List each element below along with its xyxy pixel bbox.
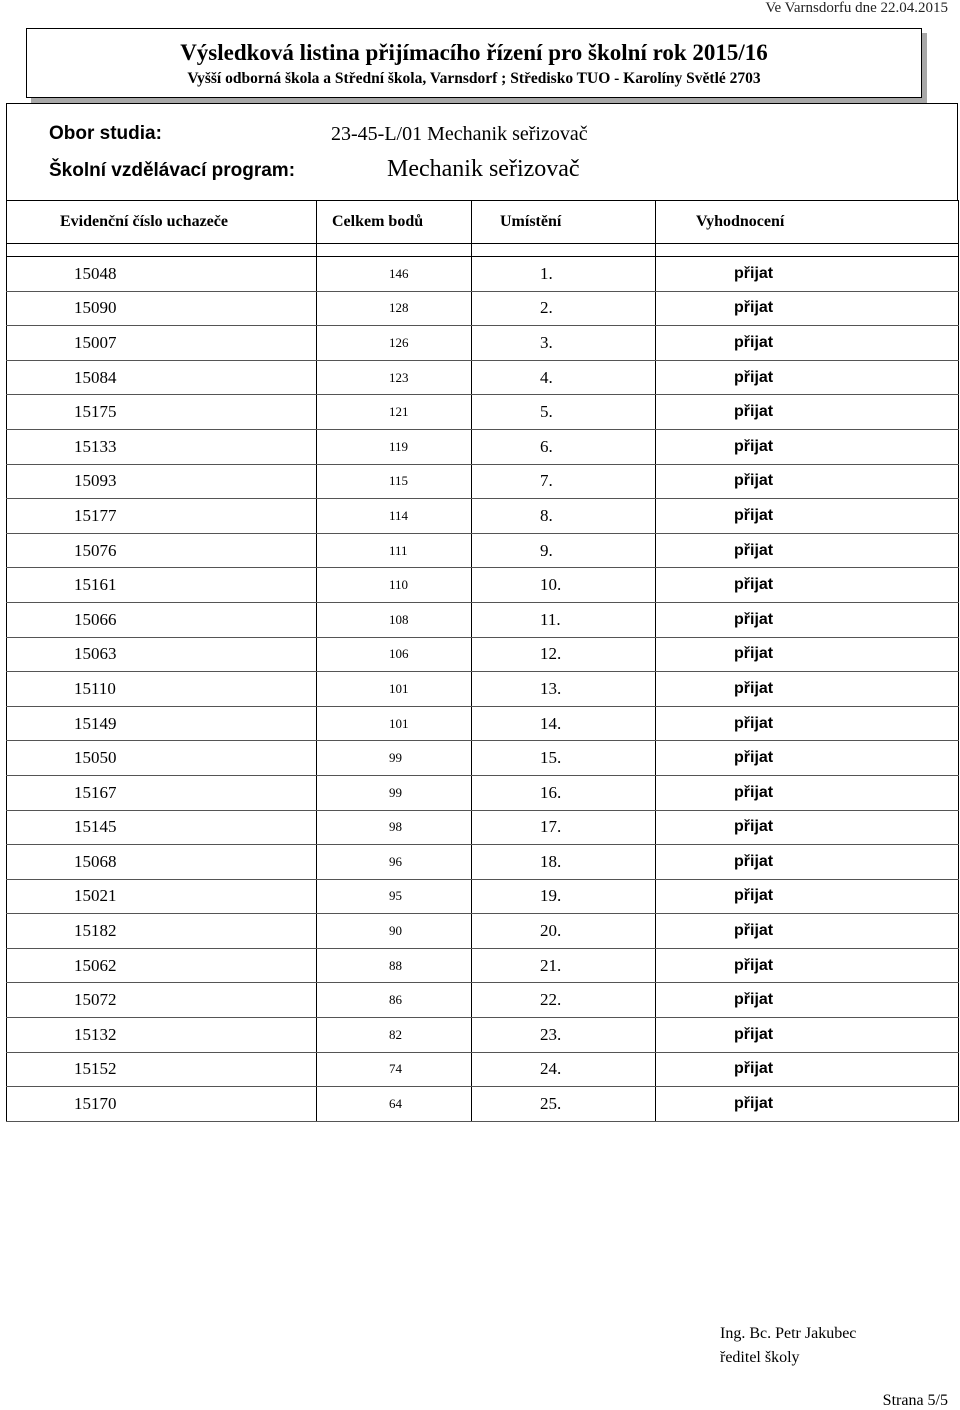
- cell-applicant-id: 15066: [7, 602, 317, 637]
- cell-evaluation: přijat: [656, 672, 959, 707]
- signature-role: ředitel školy: [720, 1349, 800, 1366]
- cell-applicant-id: 15072: [7, 983, 317, 1018]
- cell-total-points: 95: [317, 879, 472, 914]
- cell-rank: 6.: [472, 429, 656, 464]
- signature-name: Ing. Bc. Petr Jakubec: [720, 1325, 857, 1342]
- cell-applicant-id: 15167: [7, 775, 317, 810]
- cell-applicant-id: 15076: [7, 533, 317, 568]
- table-row: [7, 429, 959, 464]
- cell-total-points: 123: [317, 360, 472, 395]
- cell-evaluation: přijat: [656, 706, 959, 741]
- cell-total-points: 88: [317, 948, 472, 983]
- page-number: Strana 5/5: [882, 1392, 948, 1409]
- cell-total-points: 101: [317, 672, 472, 707]
- cell-total-points: 110: [317, 568, 472, 603]
- cell-rank: 11.: [472, 602, 656, 637]
- cell-rank: 15.: [472, 741, 656, 776]
- cell-total-points: 146: [317, 257, 472, 292]
- cell-total-points: 74: [317, 1052, 472, 1087]
- title-box: [26, 28, 922, 98]
- header-total-points: Celkem bodů: [317, 201, 472, 244]
- cell-rank: 12.: [472, 637, 656, 672]
- cell-evaluation: přijat: [656, 257, 959, 292]
- table-row: [7, 602, 959, 637]
- cell-rank: 2.: [472, 291, 656, 326]
- document-title: Výsledková listina přijímacího řízení pro školní rok 2015/16: [180, 40, 768, 65]
- school-program-value: Mechanik seřizovač: [387, 156, 580, 182]
- table-row: [7, 395, 959, 430]
- cell-total-points: 126: [317, 326, 472, 361]
- cell-total-points: 128: [317, 291, 472, 326]
- cell-rank: 24.: [472, 1052, 656, 1087]
- cell-evaluation: přijat: [656, 810, 959, 845]
- cell-rank: 19.: [472, 879, 656, 914]
- cell-applicant-id: 15145: [7, 810, 317, 845]
- header-rank: Umístění: [472, 201, 656, 244]
- table-row: [7, 983, 959, 1018]
- table-row: [7, 533, 959, 568]
- document-subtitle: Vyšší odborná škola a Střední škola, Varnsdorf ; Středisko TUO - Karolíny Světlé 2703: [187, 70, 761, 87]
- cell-evaluation: přijat: [656, 395, 959, 430]
- cell-rank: 9.: [472, 533, 656, 568]
- cell-evaluation: přijat: [656, 741, 959, 776]
- cell-applicant-id: 15152: [7, 1052, 317, 1087]
- cell-evaluation: přijat: [656, 1018, 959, 1053]
- cell-applicant-id: 15062: [7, 948, 317, 983]
- cell-evaluation: přijat: [656, 533, 959, 568]
- cell-rank: 10.: [472, 568, 656, 603]
- cell-rank: 1.: [472, 257, 656, 292]
- cell-applicant-id: 15063: [7, 637, 317, 672]
- spacer-cell: [472, 244, 656, 257]
- document-date: Ve Varnsdorfu dne 22.04.2015: [765, 0, 948, 16]
- table-row: [7, 360, 959, 395]
- cell-total-points: 82: [317, 1018, 472, 1053]
- cell-evaluation: přijat: [656, 602, 959, 637]
- cell-rank: 3.: [472, 326, 656, 361]
- results-table: [6, 200, 959, 1122]
- field-of-study-label: Obor studia:: [49, 123, 162, 144]
- table-row: [7, 499, 959, 534]
- cell-applicant-id: 15132: [7, 1018, 317, 1053]
- spacer-cell: [7, 244, 317, 257]
- table-row: [7, 810, 959, 845]
- table-row: [7, 879, 959, 914]
- cell-applicant-id: 15048: [7, 257, 317, 292]
- table-header-row: [7, 201, 959, 244]
- cell-evaluation: přijat: [656, 326, 959, 361]
- school-program-label: Školní vzdělávací program:: [49, 160, 296, 181]
- cell-rank: 21.: [472, 948, 656, 983]
- cell-total-points: 106: [317, 637, 472, 672]
- table-row: [7, 741, 959, 776]
- cell-evaluation: přijat: [656, 845, 959, 880]
- table-row: [7, 637, 959, 672]
- cell-total-points: 96: [317, 845, 472, 880]
- table-row: [7, 1052, 959, 1087]
- cell-rank: 17.: [472, 810, 656, 845]
- field-of-study-value: 23-45-L/01 Mechanik seřizovač: [331, 123, 588, 145]
- cell-total-points: 115: [317, 464, 472, 499]
- cell-evaluation: přijat: [656, 637, 959, 672]
- cell-rank: 23.: [472, 1018, 656, 1053]
- cell-applicant-id: 15133: [7, 429, 317, 464]
- cell-evaluation: přijat: [656, 1052, 959, 1087]
- cell-evaluation: přijat: [656, 464, 959, 499]
- cell-rank: 25.: [472, 1087, 656, 1122]
- cell-rank: 22.: [472, 983, 656, 1018]
- cell-total-points: 121: [317, 395, 472, 430]
- table-row: [7, 464, 959, 499]
- cell-rank: 16.: [472, 775, 656, 810]
- cell-applicant-id: 15149: [7, 706, 317, 741]
- cell-applicant-id: 15084: [7, 360, 317, 395]
- cell-total-points: 108: [317, 602, 472, 637]
- cell-evaluation: přijat: [656, 360, 959, 395]
- table-row: [7, 568, 959, 603]
- cell-applicant-id: 15177: [7, 499, 317, 534]
- cell-evaluation: přijat: [656, 429, 959, 464]
- cell-total-points: 98: [317, 810, 472, 845]
- table-row: [7, 672, 959, 707]
- cell-total-points: 86: [317, 983, 472, 1018]
- cell-rank: 20.: [472, 914, 656, 949]
- study-info-box: [6, 103, 958, 201]
- cell-rank: 5.: [472, 395, 656, 430]
- cell-applicant-id: 15050: [7, 741, 317, 776]
- cell-applicant-id: 15021: [7, 879, 317, 914]
- table-row: [7, 948, 959, 983]
- cell-applicant-id: 15175: [7, 395, 317, 430]
- table-row: [7, 291, 959, 326]
- cell-applicant-id: 15093: [7, 464, 317, 499]
- header-applicant-id: Evidenční číslo uchazeče: [7, 201, 317, 244]
- cell-evaluation: přijat: [656, 499, 959, 534]
- table-row: [7, 914, 959, 949]
- cell-rank: 14.: [472, 706, 656, 741]
- cell-total-points: 111: [317, 533, 472, 568]
- cell-evaluation: přijat: [656, 948, 959, 983]
- cell-evaluation: přijat: [656, 568, 959, 603]
- cell-applicant-id: 15182: [7, 914, 317, 949]
- cell-evaluation: přijat: [656, 879, 959, 914]
- cell-total-points: 90: [317, 914, 472, 949]
- cell-evaluation: přijat: [656, 1087, 959, 1122]
- results-body: [7, 244, 959, 1122]
- cell-applicant-id: 15090: [7, 291, 317, 326]
- spacer-row: [7, 244, 959, 257]
- cell-evaluation: přijat: [656, 291, 959, 326]
- cell-evaluation: přijat: [656, 983, 959, 1018]
- spacer-cell: [317, 244, 472, 257]
- table-row: [7, 1087, 959, 1122]
- cell-evaluation: přijat: [656, 775, 959, 810]
- cell-rank: 4.: [472, 360, 656, 395]
- cell-applicant-id: 15170: [7, 1087, 317, 1122]
- cell-total-points: 99: [317, 741, 472, 776]
- cell-total-points: 64: [317, 1087, 472, 1122]
- cell-rank: 7.: [472, 464, 656, 499]
- table-row: [7, 257, 959, 292]
- cell-applicant-id: 15110: [7, 672, 317, 707]
- table-row: [7, 775, 959, 810]
- cell-total-points: 119: [317, 429, 472, 464]
- header-evaluation: Vyhodnocení: [656, 201, 959, 244]
- table-row: [7, 845, 959, 880]
- cell-applicant-id: 15007: [7, 326, 317, 361]
- table-row: [7, 1018, 959, 1053]
- table-row: [7, 326, 959, 361]
- table-row: [7, 706, 959, 741]
- cell-rank: 18.: [472, 845, 656, 880]
- cell-total-points: 101: [317, 706, 472, 741]
- cell-applicant-id: 15068: [7, 845, 317, 880]
- signature-block: [720, 1322, 856, 1370]
- cell-total-points: 114: [317, 499, 472, 534]
- cell-rank: 13.: [472, 672, 656, 707]
- cell-applicant-id: 15161: [7, 568, 317, 603]
- cell-rank: 8.: [472, 499, 656, 534]
- spacer-cell: [656, 244, 959, 257]
- cell-evaluation: přijat: [656, 914, 959, 949]
- cell-total-points: 99: [317, 775, 472, 810]
